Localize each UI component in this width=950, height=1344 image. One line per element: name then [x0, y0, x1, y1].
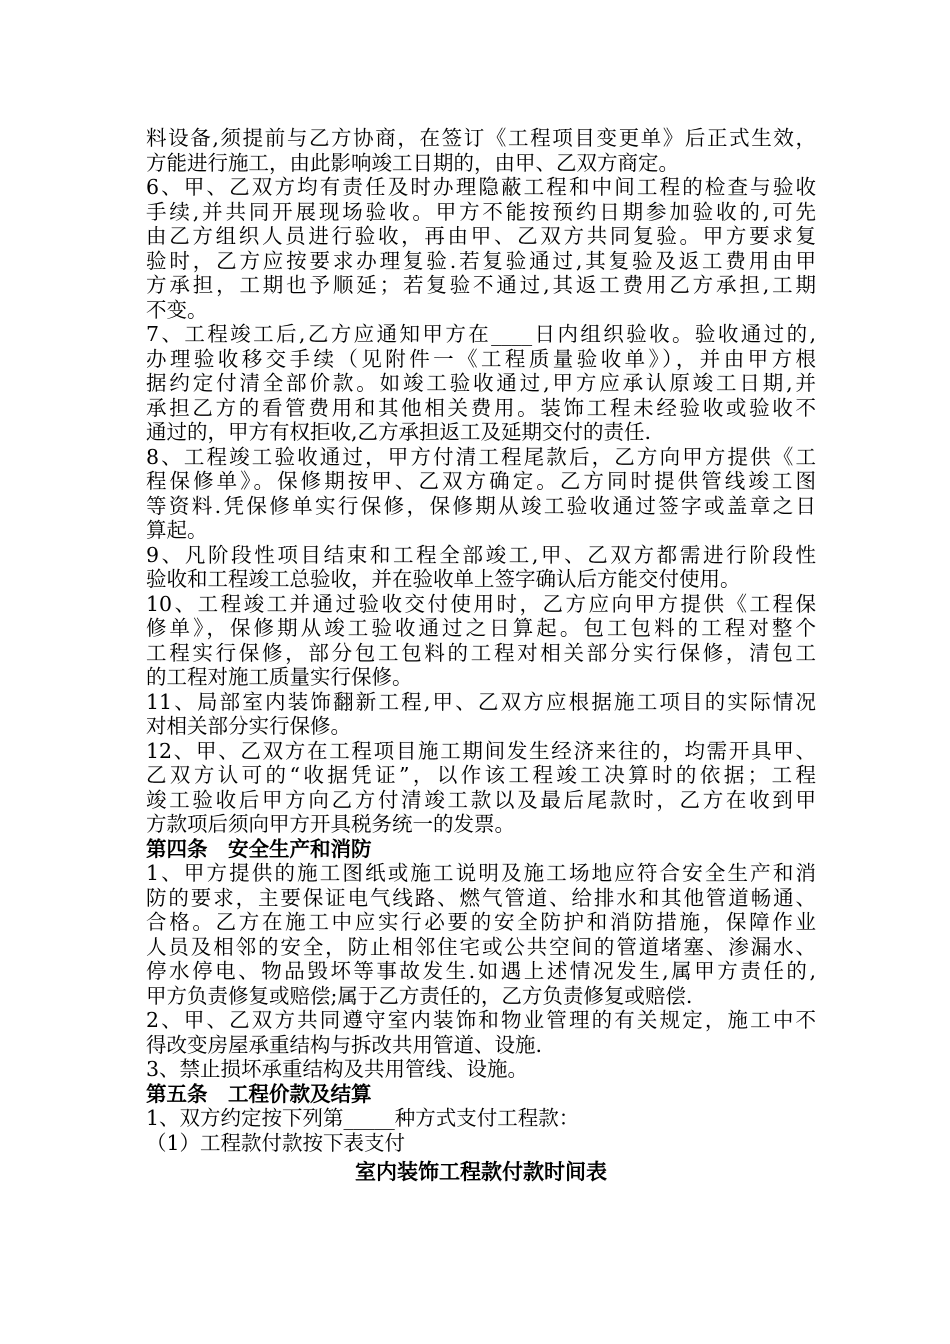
paragraph-line: 合格。乙方在施工中应实行必要的安全防护和消防措施，保障作业 — [146, 910, 816, 934]
paragraph-line: （1）工程款付款按下表支付 — [146, 1130, 406, 1155]
paragraph-line: 验时，乙方应按要求办理复验.若复验通过,其复验及返工费用由甲 — [146, 248, 816, 273]
paragraph-line: 对相关部分实行保修。 — [146, 714, 351, 738]
paragraph-line: 的工程对施工质量实行保修。 — [146, 665, 413, 689]
paragraph-line: 8、工程竣工验收通过，甲方付清工程尾款后，乙方向甲方提供《工 — [146, 444, 816, 469]
paragraph-line: 承担乙方的看管费用和其他相关费用。装饰工程未经验收或验收不 — [146, 395, 816, 420]
paragraph-line: 不变。 — [146, 297, 208, 322]
paragraph-line: 防的要求，主要保证电气线路、燃气管道、给排水和其他管道畅通、 — [146, 885, 816, 910]
paragraph-line: 3、禁止损坏承重结构及共用管线、设施。 — [146, 1057, 529, 1081]
paragraph-line: 方款项后须向甲方开具税务统一的发票。 — [146, 812, 515, 836]
paragraph-line: 10、工程竣工并通过验收交付使用时，乙方应向甲方提供《工程保 — [146, 591, 816, 616]
paragraph-line: 7、工程竣工后,乙方应通知甲方在____日内组织验收。验收通过的, — [146, 322, 816, 346]
paragraph-line: 9、凡阶段性项目结束和工程全部竣工,甲、乙双方都需进行阶段性 — [146, 542, 816, 567]
table-title: 室内装饰工程款付款时间表 — [355, 1160, 607, 1184]
paragraph-line: 停水停电、物品毁坏等事故发生.如遇上述情况发生,属甲方责任的, — [146, 959, 816, 983]
section-heading: 第五条 工程价款及结算 — [146, 1081, 372, 1106]
paragraph-line: 12、甲、乙双方在工程项目施工期间发生经济来往的，均需开具甲、 — [146, 738, 816, 763]
paragraph-line: 1、甲方提供的施工图纸或施工说明及施工场地应符合安全生产和消 — [146, 861, 816, 885]
paragraph-line: 验收和工程竣工总验收，并在验收单上签字确认后方能交付使用。 — [146, 567, 741, 591]
paragraph-line: 程保修单》。保修期按甲、乙双方确定。乙方同时提供管线竣工图 — [146, 469, 816, 493]
paragraph-line: 甲方负责修复或赔偿;属于乙方责任的，乙方负责修复或赔偿. — [146, 983, 693, 1008]
paragraph-line: 人员及相邻的安全，防止相邻住宅或公共空间的管道堵塞、渗漏水、 — [146, 934, 816, 959]
paragraph-line: 由乙方组织人员进行验收，再由甲、乙双方共同复验。甲方要求复 — [146, 224, 816, 248]
paragraph-line: 1、双方约定按下列第_____种方式支付工程款： — [146, 1106, 580, 1130]
paragraph-line: 工程实行保修，部分包工包料的工程对相关部分实行保修，清包工 — [146, 640, 816, 665]
paragraph-line: 办理验收移交手续（见附件一《工程质量验收单》），并由甲方根 — [146, 346, 816, 371]
paragraph-line: 6、甲、乙双方均有责任及时办理隐蔽工程和中间工程的检查与验收 — [146, 175, 816, 199]
paragraph-line: 手续,并共同开展现场验收。甲方不能按预约日期参加验收的,可先 — [146, 199, 816, 224]
section-heading: 第四条 安全生产和消防 — [146, 836, 372, 861]
paragraph-line: 11、局部室内装饰翻新工程,甲、乙双方应根据施工项目的实际情况 — [146, 689, 816, 714]
paragraph-line: 2、甲、乙双方共同遵守室内装饰和物业管理的有关规定，施工中不 — [146, 1008, 816, 1032]
paragraph-line: 等资料.凭保修单实行保修，保修期从竣工验收通过签字或盖章之日 — [146, 493, 816, 518]
paragraph-line: 修单》，保修期从竣工验收通过之日算起。包工包料的工程对整个 — [146, 616, 816, 640]
paragraph-line: 算起。 — [146, 518, 208, 542]
document-body — [146, 126, 816, 1187]
paragraph-line: 乙双方认可的“收据凭证”，以作该工程竣工决算时的依据；工程 — [146, 763, 816, 787]
paragraph-line: 料设备,须提前与乙方协商，在签订《工程项目变更单》后正式生效， — [146, 126, 816, 150]
paragraph-line: 通过的，甲方有权拒收,乙方承担返工及延期交付的责任. — [146, 420, 652, 444]
paragraph-line: 竣工验收后甲方向乙方付清竣工款以及最后尾款时，乙方在收到甲 — [146, 787, 816, 812]
paragraph-line: 方能进行施工，由此影响竣工日期的，由甲、乙双方商定。 — [146, 150, 679, 175]
paragraph-line: 据约定付清全部价款。如竣工验收通过,甲方应承认原竣工日期,并 — [146, 371, 816, 395]
paragraph-line: 得改变房屋承重结构与拆改共用管道、设施. — [146, 1032, 543, 1057]
paragraph-line: 方承担，工期也予顺延；若复验不通过,其返工费用乙方承担,工期 — [146, 273, 816, 297]
